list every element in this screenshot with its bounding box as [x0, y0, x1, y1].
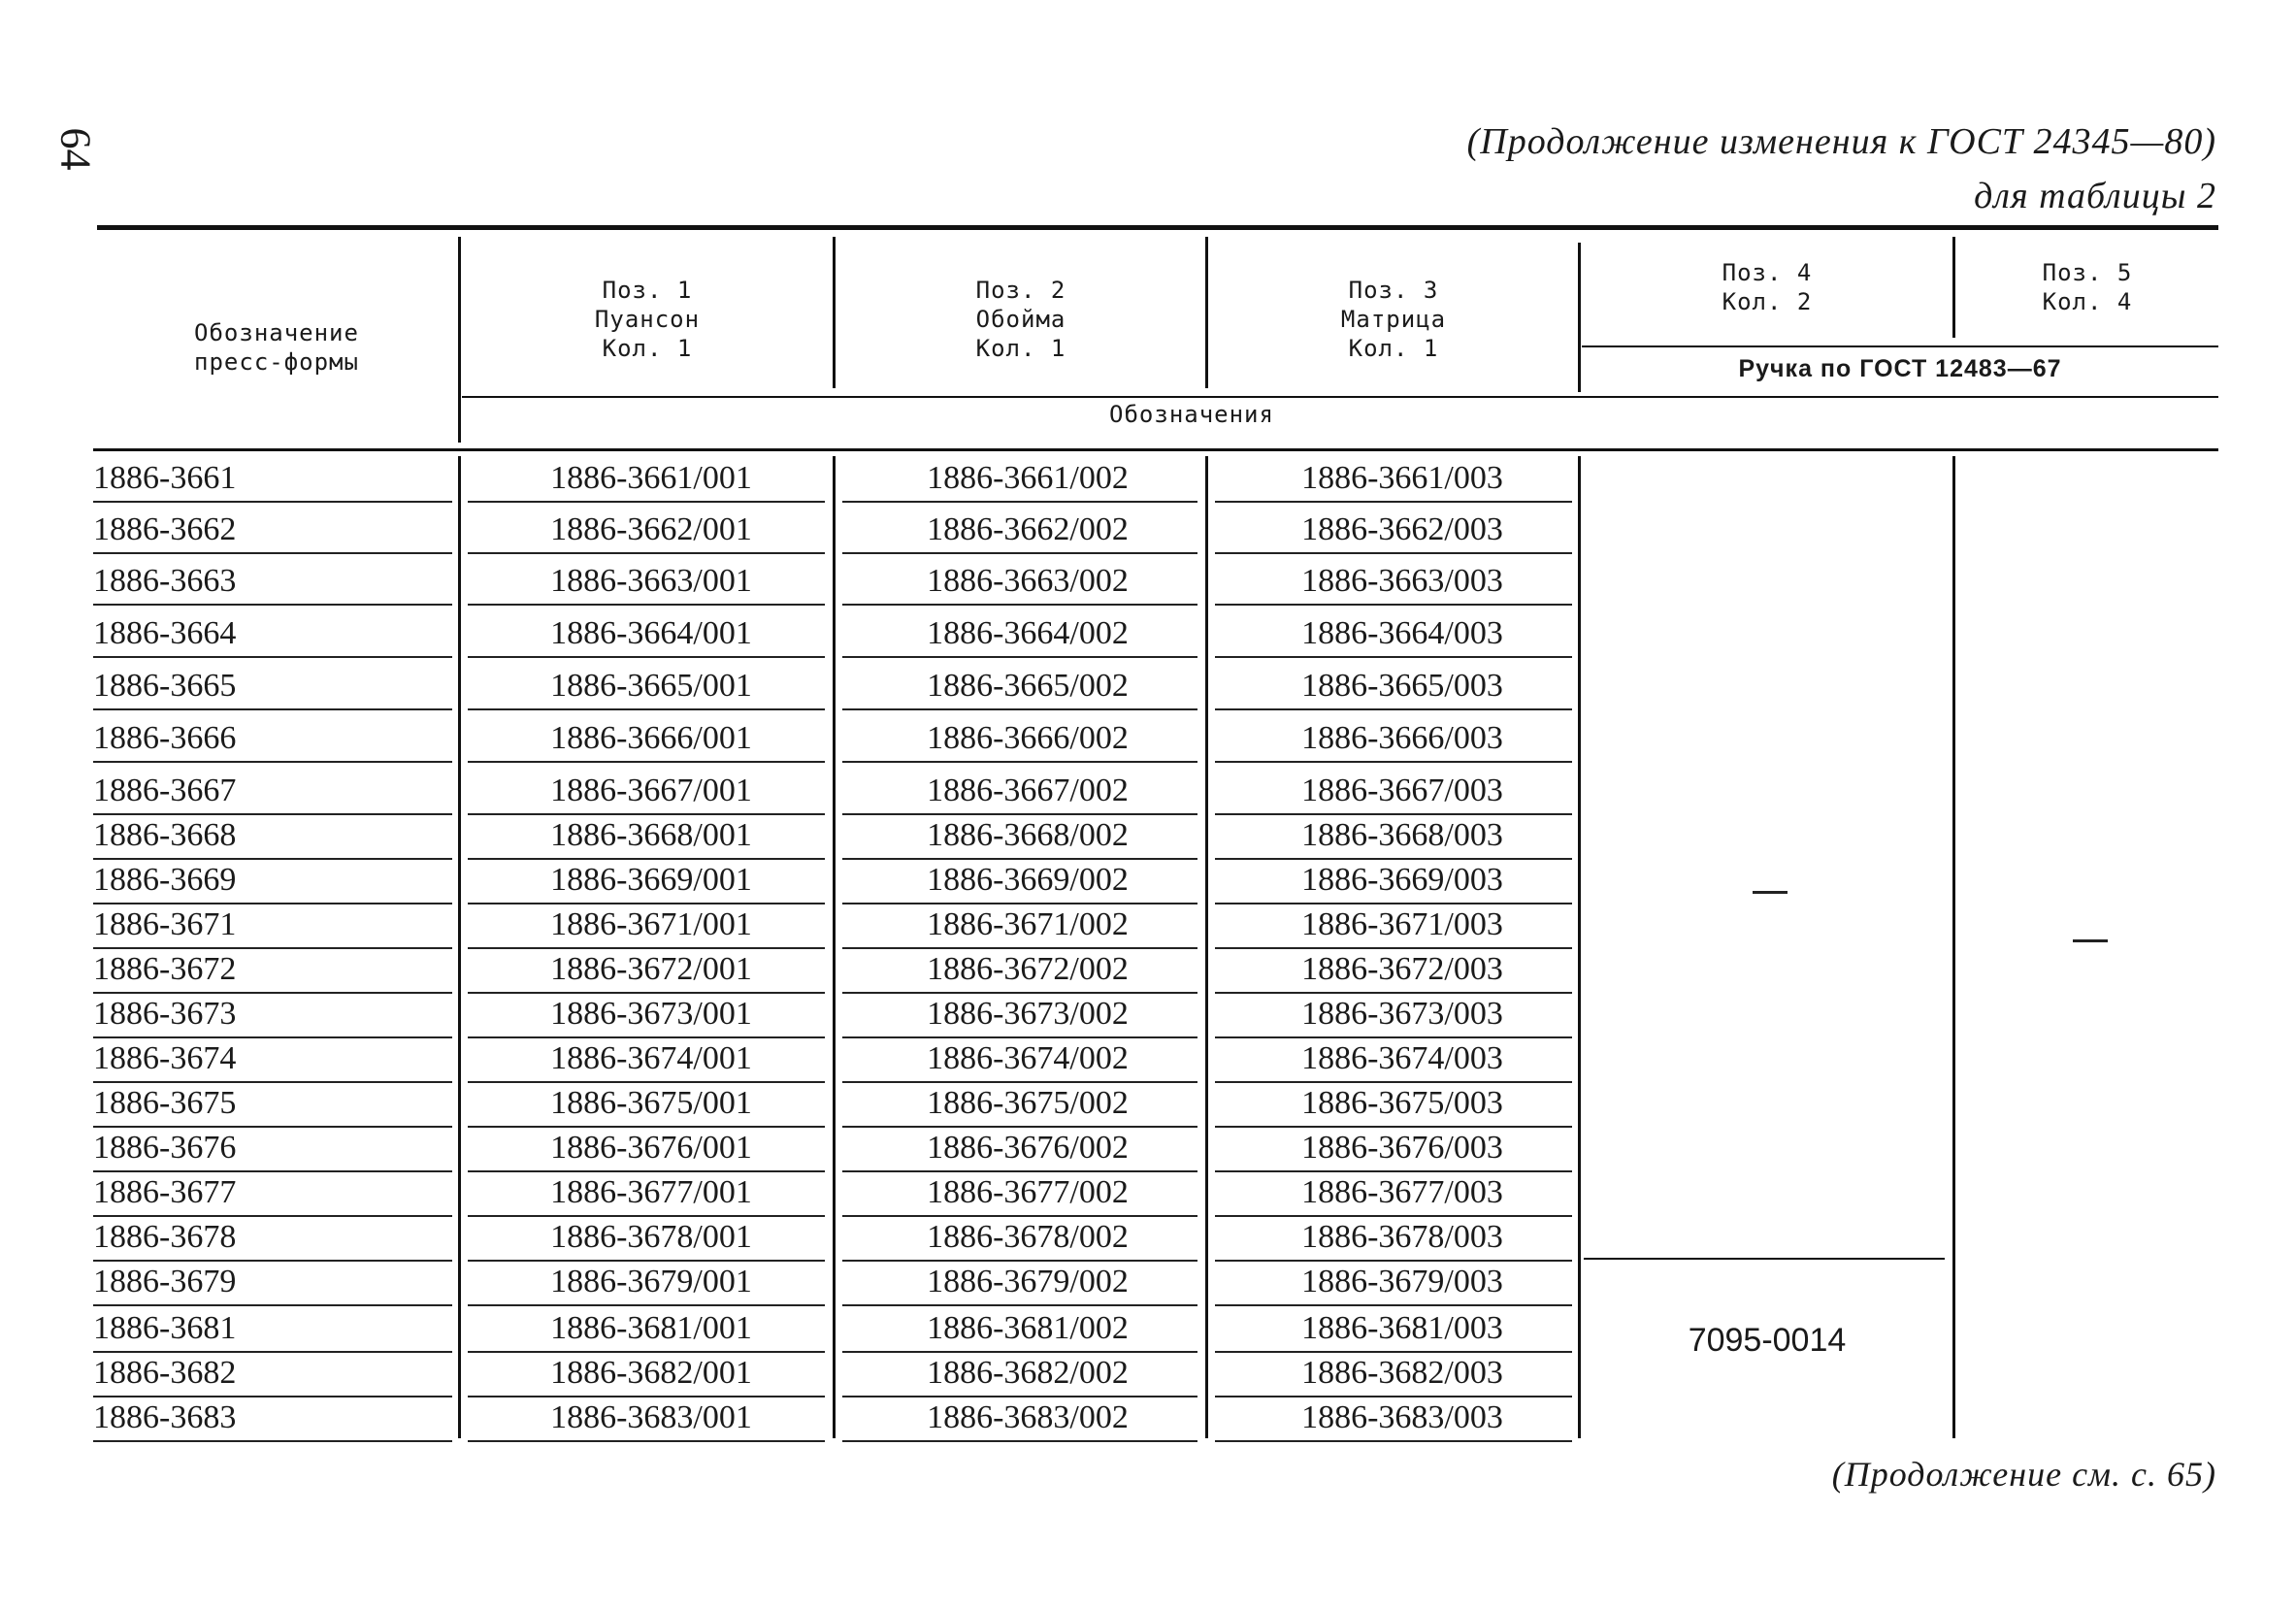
- table-cell-press-form-code: 1886-3665: [93, 668, 237, 704]
- row-rule: [842, 1396, 1197, 1397]
- continuation-note: (Продолжение см. с. 65): [1831, 1455, 2216, 1494]
- table-cell-punch-code: 1886-3663/001: [550, 563, 752, 599]
- row-rule: [93, 1215, 452, 1217]
- row-rule: [93, 858, 452, 860]
- row-rule: [842, 947, 1197, 949]
- row-rule: [1215, 761, 1572, 763]
- table-cell-press-form-code: 1886-3669: [93, 862, 237, 898]
- row-rule: [842, 708, 1197, 710]
- table-cell-press-form-code: 1886-3666: [93, 720, 237, 756]
- row-rule: [842, 1170, 1197, 1172]
- table-cell-die-code: 1886-3667/003: [1301, 773, 1503, 808]
- table-cell-punch-code: 1886-3667/001: [550, 773, 752, 808]
- table-cell-punch-code: 1886-3683/001: [550, 1399, 752, 1435]
- table-cell-punch-code: 1886-3662/001: [550, 511, 752, 547]
- table-cell-die-code: 1886-3669/003: [1301, 862, 1503, 898]
- designations-rule: [462, 396, 2218, 398]
- table-cell-press-form-code: 1886-3661: [93, 460, 237, 496]
- row-rule: [842, 858, 1197, 860]
- table-cell-holder-code: 1886-3674/002: [927, 1040, 1129, 1076]
- designations-header: Обозначения: [1109, 401, 1274, 428]
- row-rule: [1215, 1351, 1572, 1353]
- row-rule: [93, 947, 452, 949]
- table-cell-press-form-code: 1886-3675: [93, 1085, 237, 1121]
- col4-split-rule: [1584, 1258, 1945, 1260]
- row-rule: [1215, 501, 1572, 503]
- row-rule: [468, 992, 825, 994]
- row-rule: [468, 858, 825, 860]
- col1-header: Поз. 1 Пуансон Кол. 1: [594, 277, 701, 362]
- table-cell-punch-code: 1886-3681/001: [550, 1310, 752, 1346]
- row-rule: [1215, 1036, 1572, 1038]
- col2-header: Поз. 2 Обойма Кол. 1: [975, 277, 1066, 362]
- table-cell-punch-code: 1886-3672/001: [550, 951, 752, 987]
- table-cell-punch-code: 1886-3677/001: [550, 1174, 752, 1210]
- row-rule: [468, 1440, 825, 1442]
- col4-handle-value: 7095-0014: [1688, 1322, 1847, 1359]
- table-cell-holder-code: 1886-3668/002: [927, 817, 1129, 853]
- row-rule: [1215, 947, 1572, 949]
- row-rule: [468, 656, 825, 658]
- col5-header: Поз. 5 Кол. 4: [2042, 259, 2133, 315]
- table-cell-holder-code: 1886-3662/002: [927, 511, 1129, 547]
- row-rule: [842, 501, 1197, 503]
- table-cell-punch-code: 1886-3668/001: [550, 817, 752, 853]
- row-rule: [842, 1126, 1197, 1128]
- table-cell-punch-code: 1886-3661/001: [550, 460, 752, 496]
- table-cell-press-form-code: 1886-3664: [93, 615, 237, 651]
- table-cell-die-code: 1886-3672/003: [1301, 951, 1503, 987]
- table-cell-holder-code: 1886-3681/002: [927, 1310, 1129, 1346]
- table-cell-holder-code: 1886-3672/002: [927, 951, 1129, 987]
- row-rule: [842, 1440, 1197, 1442]
- row-rule: [842, 552, 1197, 554]
- row-rule: [842, 1260, 1197, 1262]
- vline-body-1: [458, 456, 461, 1438]
- row-rule: [93, 1351, 452, 1353]
- table-cell-punch-code: 1886-3673/001: [550, 996, 752, 1032]
- table-cell-die-code: 1886-3666/003: [1301, 720, 1503, 756]
- row-rule: [93, 903, 452, 904]
- row-rule: [93, 501, 452, 503]
- row-rule: [1215, 992, 1572, 994]
- table-cell-press-form-code: 1886-3679: [93, 1264, 237, 1299]
- row-rule: [468, 1170, 825, 1172]
- table-cell-die-code: 1886-3663/003: [1301, 563, 1503, 599]
- row-rule: [1215, 604, 1572, 606]
- table-cell-punch-code: 1886-3666/001: [550, 720, 752, 756]
- row-rule: [93, 1440, 452, 1442]
- row-rule: [93, 1260, 452, 1262]
- row-rule: [93, 813, 452, 815]
- table-cell-holder-code: 1886-3667/002: [927, 773, 1129, 808]
- table-cell-die-code: 1886-3676/003: [1301, 1130, 1503, 1166]
- table-cell-holder-code: 1886-3664/002: [927, 615, 1129, 651]
- row-rule: [93, 656, 452, 658]
- table-cell-die-code: 1886-3662/003: [1301, 511, 1503, 547]
- vline-4: [1578, 243, 1581, 392]
- row-rule: [842, 656, 1197, 658]
- table-cell-die-code: 1886-3679/003: [1301, 1264, 1503, 1299]
- row-rule: [1215, 813, 1572, 815]
- row-rule: [468, 1081, 825, 1083]
- row-rule: [1215, 708, 1572, 710]
- table-cell-holder-code: 1886-3678/002: [927, 1219, 1129, 1255]
- page-number: 64: [51, 127, 100, 171]
- table-reference: для таблицы 2: [1974, 176, 2216, 216]
- handle-rule: [1582, 345, 2218, 347]
- row-rule: [93, 992, 452, 994]
- table-cell-die-code: 1886-3682/003: [1301, 1355, 1503, 1391]
- vline-3: [1205, 237, 1208, 388]
- table-cell-holder-code: 1886-3677/002: [927, 1174, 1129, 1210]
- row-rule: [468, 1215, 825, 1217]
- row-rule: [468, 813, 825, 815]
- table-cell-press-form-code: 1886-3674: [93, 1040, 237, 1076]
- table-cell-press-form-code: 1886-3667: [93, 773, 237, 808]
- row-rule: [468, 708, 825, 710]
- table-cell-press-form-code: 1886-3671: [93, 906, 237, 942]
- table-cell-punch-code: 1886-3679/001: [550, 1264, 752, 1299]
- row-rule: [1215, 1304, 1572, 1306]
- col0-header: Обозначение пресс-формы: [194, 319, 359, 376]
- row-rule: [93, 708, 452, 710]
- table-cell-die-code: 1886-3668/003: [1301, 817, 1503, 853]
- row-rule: [842, 1036, 1197, 1038]
- row-rule: [93, 1126, 452, 1128]
- table-cell-press-form-code: 1886-3662: [93, 511, 237, 547]
- table-cell-holder-code: 1886-3683/002: [927, 1399, 1129, 1435]
- table-cell-die-code: 1886-3683/003: [1301, 1399, 1503, 1435]
- row-rule: [1215, 1440, 1572, 1442]
- row-rule: [468, 903, 825, 904]
- row-rule: [1215, 1126, 1572, 1128]
- table-header-rule: [93, 448, 2218, 451]
- table-cell-die-code: 1886-3681/003: [1301, 1310, 1503, 1346]
- table-cell-press-form-code: 1886-3681: [93, 1310, 237, 1346]
- row-rule: [1215, 1170, 1572, 1172]
- table-cell-punch-code: 1886-3682/001: [550, 1355, 752, 1391]
- row-rule: [468, 1351, 825, 1353]
- table-cell-press-form-code: 1886-3683: [93, 1399, 237, 1435]
- table-cell-die-code: 1886-3674/003: [1301, 1040, 1503, 1076]
- table-cell-punch-code: 1886-3676/001: [550, 1130, 752, 1166]
- row-rule: [842, 604, 1197, 606]
- row-rule: [842, 903, 1197, 904]
- row-rule: [1215, 1215, 1572, 1217]
- table-cell-holder-code: 1886-3682/002: [927, 1355, 1129, 1391]
- row-rule: [468, 552, 825, 554]
- table-cell-press-form-code: 1886-3663: [93, 563, 237, 599]
- table-cell-die-code: 1886-3678/003: [1301, 1219, 1503, 1255]
- row-rule: [468, 947, 825, 949]
- row-rule: [842, 1304, 1197, 1306]
- table-cell-press-form-code: 1886-3677: [93, 1174, 237, 1210]
- row-rule: [842, 813, 1197, 815]
- table-cell-die-code: 1886-3664/003: [1301, 615, 1503, 651]
- row-rule: [1215, 656, 1572, 658]
- vline-5: [1952, 237, 1955, 338]
- table-cell-press-form-code: 1886-3672: [93, 951, 237, 987]
- table-cell-punch-code: 1886-3665/001: [550, 668, 752, 704]
- table-cell-press-form-code: 1886-3673: [93, 996, 237, 1032]
- row-rule: [1215, 903, 1572, 904]
- table-cell-holder-code: 1886-3661/002: [927, 460, 1129, 496]
- table-cell-holder-code: 1886-3675/002: [927, 1085, 1129, 1121]
- row-rule: [93, 1036, 452, 1038]
- row-rule: [842, 1351, 1197, 1353]
- table-cell-die-code: 1886-3675/003: [1301, 1085, 1503, 1121]
- vline-2: [833, 237, 836, 388]
- table-cell-holder-code: 1886-3663/002: [927, 563, 1129, 599]
- col3-header: Поз. 3 Матрица Кол. 1: [1340, 277, 1447, 362]
- row-rule: [93, 1396, 452, 1397]
- row-rule: [93, 761, 452, 763]
- row-rule: [93, 604, 452, 606]
- row-rule: [1215, 1081, 1572, 1083]
- table-cell-holder-code: 1886-3669/002: [927, 862, 1129, 898]
- row-rule: [93, 1081, 452, 1083]
- table-cell-die-code: 1886-3677/003: [1301, 1174, 1503, 1210]
- row-rule: [93, 552, 452, 554]
- table-top-rule: [97, 225, 2218, 230]
- table-cell-press-form-code: 1886-3682: [93, 1355, 237, 1391]
- table-cell-holder-code: 1886-3676/002: [927, 1130, 1129, 1166]
- table-cell-die-code: 1886-3661/003: [1301, 460, 1503, 496]
- table-cell-holder-code: 1886-3679/002: [927, 1264, 1129, 1299]
- handle-header: Ручка по ГОСТ 12483—67: [1738, 355, 2062, 382]
- row-rule: [468, 1396, 825, 1397]
- table-cell-holder-code: 1886-3665/002: [927, 668, 1129, 704]
- table-cell-holder-code: 1886-3666/002: [927, 720, 1129, 756]
- row-rule: [842, 1081, 1197, 1083]
- row-rule: [1215, 1396, 1572, 1397]
- row-rule: [1215, 858, 1572, 860]
- table-cell-punch-code: 1886-3675/001: [550, 1085, 752, 1121]
- row-rule: [468, 1036, 825, 1038]
- col5-dash: [2073, 939, 2108, 942]
- table-cell-die-code: 1886-3673/003: [1301, 996, 1503, 1032]
- table-cell-press-form-code: 1886-3676: [93, 1130, 237, 1166]
- table-cell-punch-code: 1886-3671/001: [550, 906, 752, 942]
- table-cell-press-form-code: 1886-3668: [93, 817, 237, 853]
- row-rule: [468, 501, 825, 503]
- row-rule: [468, 604, 825, 606]
- row-rule: [842, 1215, 1197, 1217]
- vline-1: [458, 237, 461, 443]
- row-rule: [1215, 552, 1572, 554]
- table-cell-die-code: 1886-3671/003: [1301, 906, 1503, 942]
- table-cell-die-code: 1886-3665/003: [1301, 668, 1503, 704]
- running-header: (Продолжение изменения к ГОСТ 24345—80): [1466, 121, 2216, 162]
- table-cell-holder-code: 1886-3673/002: [927, 996, 1129, 1032]
- table-cell-press-form-code: 1886-3678: [93, 1219, 237, 1255]
- vline-body-5: [1952, 456, 1955, 1438]
- table-cell-punch-code: 1886-3678/001: [550, 1219, 752, 1255]
- table-cell-holder-code: 1886-3671/002: [927, 906, 1129, 942]
- table-cell-punch-code: 1886-3664/001: [550, 615, 752, 651]
- row-rule: [93, 1304, 452, 1306]
- col4-dash: [1753, 891, 1788, 894]
- row-rule: [842, 761, 1197, 763]
- row-rule: [468, 761, 825, 763]
- table-cell-punch-code: 1886-3669/001: [550, 862, 752, 898]
- col4-header: Поз. 4 Кол. 2: [1722, 259, 1813, 315]
- row-rule: [93, 1170, 452, 1172]
- row-rule: [1215, 1260, 1572, 1262]
- row-rule: [842, 992, 1197, 994]
- row-rule: [468, 1126, 825, 1128]
- table-cell-punch-code: 1886-3674/001: [550, 1040, 752, 1076]
- row-rule: [468, 1260, 825, 1262]
- row-rule: [468, 1304, 825, 1306]
